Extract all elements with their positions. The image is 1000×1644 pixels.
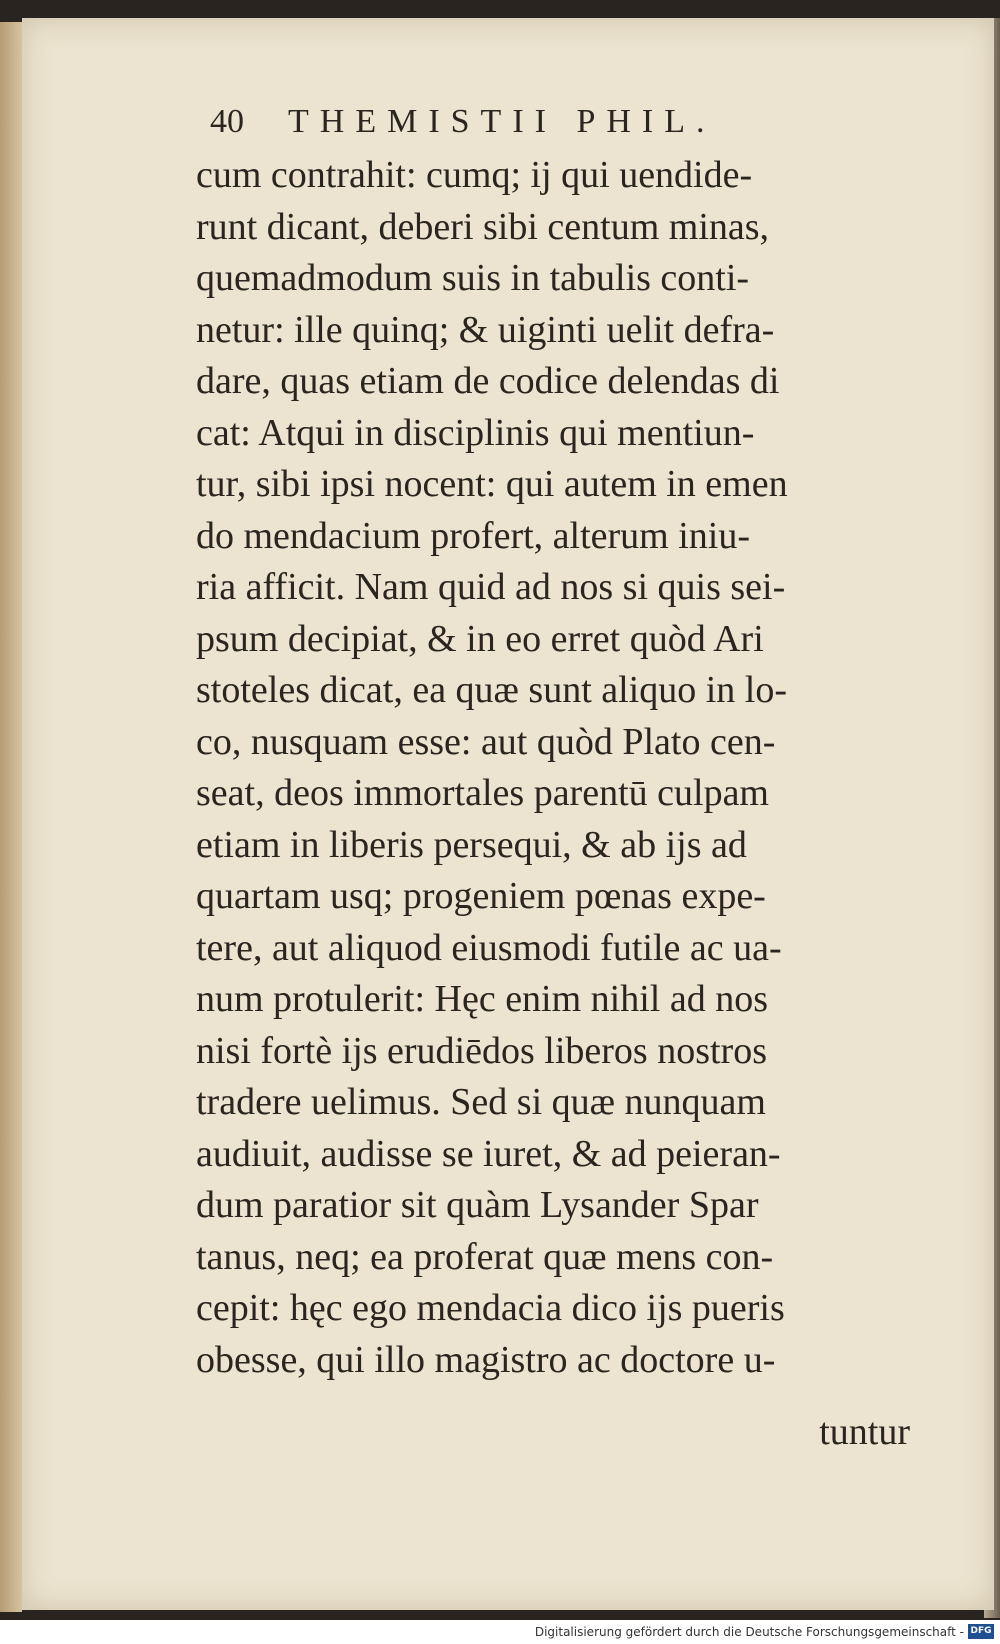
text-line: tere, aut aliquod eiusmodi futile ac ua-: [196, 926, 782, 969]
dfg-logo-icon: DFG: [968, 1624, 994, 1639]
running-head: THEMISTII PHIL.: [288, 103, 716, 140]
text-line: cepit: hęc ego mendacia dico ijs pueris: [196, 1287, 785, 1329]
text-line: etiam in liberis persequi, & ab ijs ad: [196, 823, 747, 866]
text-line: tur, sibi ipsi nocent: qui autem in emen: [196, 463, 788, 505]
text-line: obesse, qui illo magistro ac doctore u-: [196, 1338, 776, 1381]
text-line: ria afficit. Nam quid ad nos si quis sei-: [196, 566, 786, 608]
funding-credit: Digitalisierung gefördert durch die Deutsche Forschungsgemeinschaft -: [534, 1625, 964, 1639]
text-line: cat: Atqui in disciplinis qui mentiun-: [196, 411, 755, 454]
text-line: do mendacium profert, alterum iniu-: [196, 514, 750, 557]
text-line: quemadmodum suis in tabulis conti-: [196, 257, 750, 299]
text-line: tanus, neq; ea proferat quæ mens con-: [196, 1235, 774, 1278]
footer-bar: [0, 1620, 1000, 1644]
text-line: cum contrahit: cumq; ij qui uendide-: [196, 154, 753, 196]
book-left-edge: [0, 22, 22, 1612]
text-line: co, nusquam esse: aut quòd Plato cen-: [196, 720, 776, 763]
text-line: dum paratior sit quàm Lysander Spar: [196, 1184, 759, 1226]
page-number: 40: [210, 103, 244, 140]
text-line: psum decipiat, & in eo erret quòd Ari: [196, 617, 764, 660]
text-line: netur: ille quinq; & uiginti uelit defra-: [196, 308, 775, 351]
text-line: runt dicant, deberi sibi centum minas,: [196, 205, 770, 248]
text-line: dare, quas etiam de codice delendas di: [196, 360, 780, 402]
text-line: audiuit, audisse se iuret, & ad peieran-: [196, 1132, 781, 1175]
catchword: tuntur: [819, 1411, 910, 1453]
text-line: num protulerit: Hęc enim nihil ad nos: [196, 978, 769, 1020]
page-header: [210, 100, 830, 144]
text-line: seat, deos immortales parentū culpam: [196, 772, 769, 814]
text-line: quartam usq; progeniem pœnas expe-: [196, 875, 766, 917]
body-text: [196, 150, 906, 1386]
text-line: tradere uelimus. Sed si quæ nunquam: [196, 1081, 766, 1123]
text-line: nisi fortè ijs erudiēdos liberos nostros: [196, 1029, 767, 1072]
text-line: stoteles dicat, ea quæ sunt aliquo in lo-: [196, 669, 788, 711]
